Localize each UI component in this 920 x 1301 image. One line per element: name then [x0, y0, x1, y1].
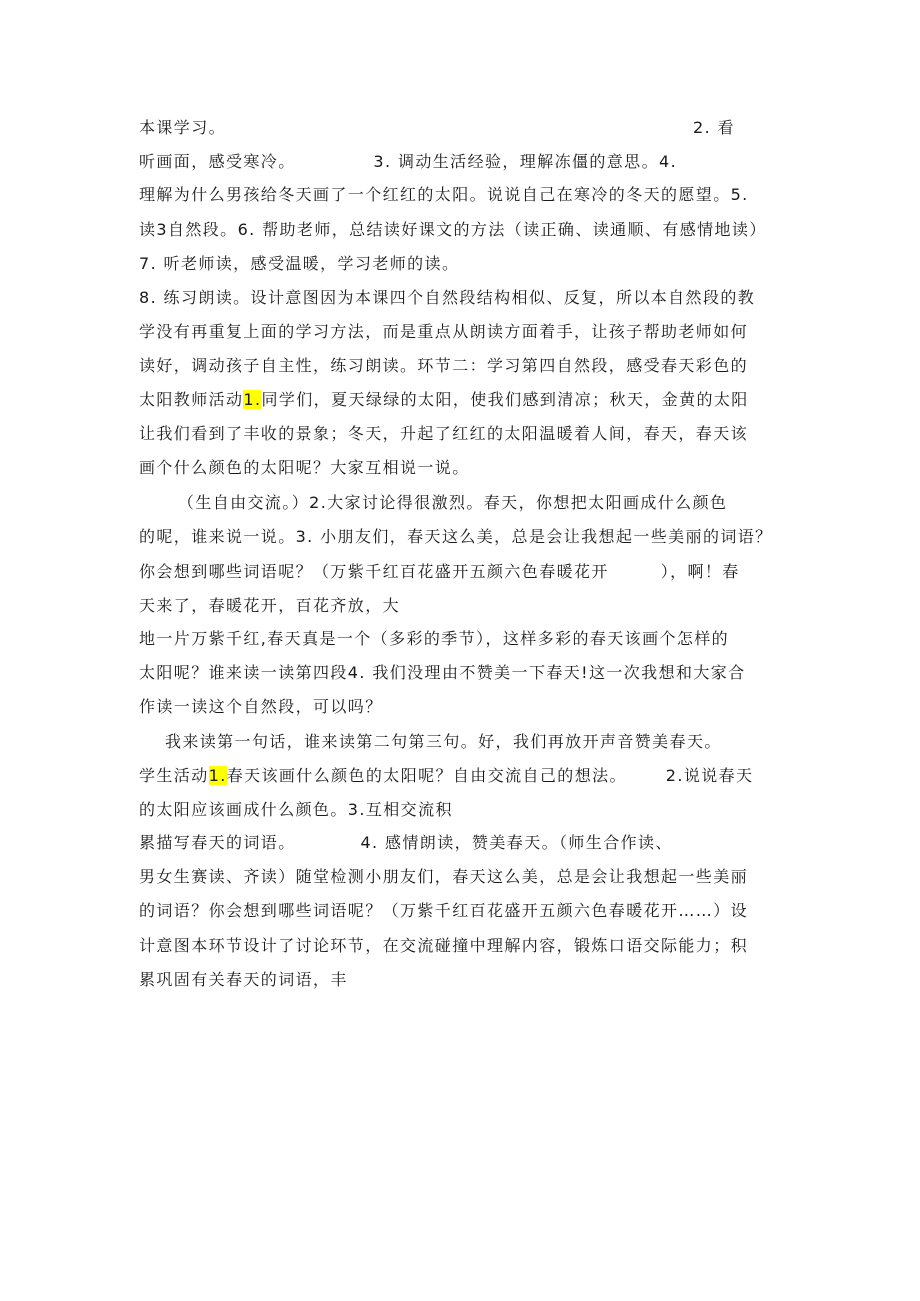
line-text: 的词语？你会想到哪些词语呢？（万紫千红百花盛开五颜六色春暖花开……）设: [139, 901, 749, 920]
text-line: [139, 457, 470, 479]
line-text: 读3自然段。6. 帮助老师，总结读好课文的方法（读正确、读通顺、有感情地读）: [139, 220, 767, 239]
text-line: [139, 492, 727, 514]
line-text: 我来读第一句话，谁来读第二句第三句。好，我们再放开声音赞美春天。: [139, 732, 722, 751]
line-text: 学没有再重复上面的学习方法，而是重点从朗读方面着手，让孩子帮助老师如何: [139, 322, 749, 341]
line-text: 计意图本环节设计了讨论环节，在交流碰撞中理解内容，锻炼口语交际能力；积: [139, 936, 749, 955]
line-text: 天来了，春暖花开，百花齐放，大: [139, 596, 401, 615]
text-line: [139, 287, 755, 309]
text-line: [139, 253, 459, 275]
text-line: [139, 595, 400, 617]
line-text: 你会想到哪些词语呢？（万紫千红百花盛开五颜六色春暖花开 ），啊！春: [139, 562, 740, 581]
text-line: [139, 151, 677, 173]
text-line: [139, 526, 773, 548]
text-line: [139, 731, 722, 753]
text-line: [139, 935, 748, 957]
text-line: [139, 832, 673, 854]
line-text: 累描写春天的词语。 4. 感情朗读，赞美春天。（师生合作读、: [139, 833, 673, 852]
text-line: [139, 799, 453, 821]
line-text: 7. 听老师读，感受温暖，学习老师的读。: [139, 254, 460, 273]
text-line: [139, 969, 348, 991]
text-line: [139, 765, 753, 787]
line-text: 春天该画什么颜色的太阳呢？自由交流自己的想法。 2.说说春天: [226, 766, 754, 785]
text-line: [139, 423, 748, 445]
line-text: 理解为什么男孩给冬天画了一个红红的太阳。说说自己在寒冷的冬天的愿望。5.: [139, 185, 749, 204]
text-line: [139, 696, 383, 718]
text-line: [139, 355, 748, 377]
text-line: [139, 219, 767, 241]
line-text: 让我们看到了丰收的景象；冬天，升起了红红的太阳温暖着人间，春天，春天该: [139, 424, 749, 443]
line-text: 的太阳应该画成什么颜色。3.互相交流积: [139, 800, 453, 819]
text-line: [139, 628, 729, 650]
line-text: 累巩固有关春天的词语，丰: [139, 970, 348, 989]
line-text: 太阳教师活动: [139, 390, 244, 409]
line-text: （生自由交流。）2.大家讨论得很激烈。春天，你想把太阳画成什么颜色: [139, 493, 728, 512]
line-text: 画个什么颜色的太阳呢？大家互相说一说。: [139, 458, 470, 477]
text-line: [139, 184, 749, 206]
line-text: 听画面，感受寒冷。 3. 调动生活经验，理解冻僵的意思。4.: [139, 152, 678, 171]
line-text: 8. 练习朗读。设计意图因为本课四个自然段结构相似、反复，所以本自然段的教: [139, 288, 756, 307]
line-text: 同学们，夏天绿绿的太阳，使我们感到清凉；秋天，金黄的太阳: [261, 390, 749, 409]
line-text: 学生活动: [139, 766, 209, 785]
text-line: [139, 900, 748, 922]
line-text: 太阳呢？谁来读一读第四段4. 我们没理由不赞美一下春天!这一次我想和大家合: [139, 663, 746, 682]
line-text: 作读一读这个自然段，可以吗？: [139, 697, 383, 716]
text-line: [139, 389, 749, 411]
text-line: [139, 866, 748, 888]
text-line: [139, 321, 748, 343]
highlighted-number: 1.: [243, 390, 262, 409]
line-text: 的呢，谁来说一说。3. 小朋友们，春天这么美，总是会让我想起一些美丽的词语？: [139, 527, 773, 546]
text-line: [139, 117, 735, 139]
text-line: [139, 561, 740, 583]
text-line: [139, 662, 746, 684]
line-text: 本课学习。 2. 看: [139, 118, 735, 137]
highlighted-number: 1.: [208, 766, 227, 785]
line-text: 男女生赛读、齐读）随堂检测小朋友们，春天这么美，总是会让我想起一些美丽: [139, 867, 749, 886]
line-text: 地一片万紫千红,春天真是一个（多彩的季节），这样多彩的春天该画个怎样的: [139, 629, 730, 648]
line-text: 读好，调动孩子自主性，练习朗读。环节二：学习第四自然段，感受春天彩色的: [139, 356, 749, 375]
